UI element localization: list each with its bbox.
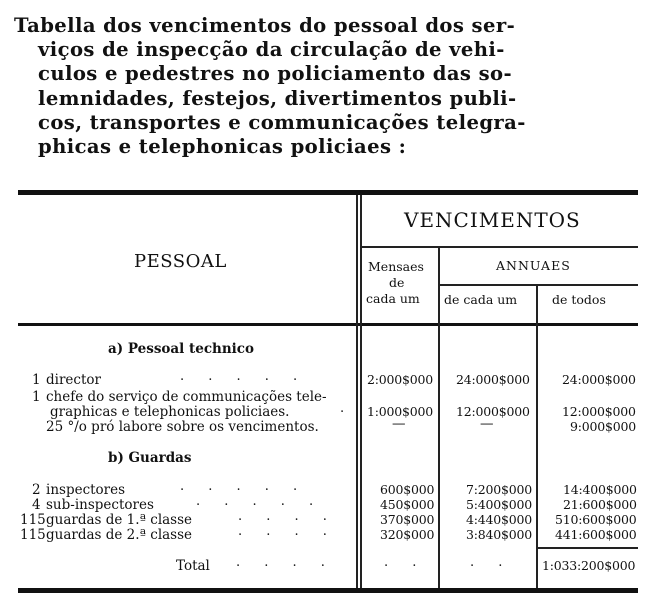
table-top-rule (18, 190, 638, 195)
cell-annual-total: 24:000$000 (562, 372, 636, 387)
cell-mensal: — (392, 416, 406, 432)
cell-annual-total: 510:600$000 (555, 512, 637, 527)
header-de-cada-um: de cada um (444, 292, 518, 307)
header-mensaes-cada: cada um (366, 291, 420, 306)
header-bottom-rule (18, 323, 638, 326)
header-mensaes: Mensaes (368, 259, 424, 274)
caption-line: culos e pedestres no policiamento das so- (38, 62, 513, 86)
caption-line: cos, transportes e communicações telegra- (38, 110, 526, 134)
cell-mensal: 450$000 (380, 497, 435, 512)
row-qty: 115 (20, 512, 46, 528)
cell-mensal: . . (384, 555, 427, 570)
column-divider (356, 195, 358, 588)
total-label: Total (176, 558, 210, 574)
leader-dots: . (340, 401, 355, 416)
section-heading: a) Pessoal technico (108, 341, 255, 357)
cell-annual-each: 12:000$000 (456, 404, 530, 419)
cell-mensal: 1:000$000 (367, 404, 434, 419)
row-label-continued: graphicas e telephonicas policiaes. (50, 404, 290, 420)
leader-dots: . . . . . (180, 479, 308, 494)
row-label: sub-inspectores (46, 497, 154, 513)
cell-annual-total: 1:033:200$000 (542, 558, 636, 573)
caption-line: phicas e telephonicas policiaes : (38, 135, 407, 159)
header-pessoal: PESSOAL (134, 251, 227, 272)
row-label: director (46, 372, 101, 388)
row-label: 25 °/o pró labore sobre os vencimentos. (46, 419, 319, 435)
cell-annual-total: 12:000$000 (562, 404, 636, 419)
cell-mensal: 2:000$000 (367, 372, 434, 387)
header-de-todos: de todos (552, 292, 606, 307)
header-mensaes-de: de (389, 275, 405, 290)
header-annuaes: ANNUAES (496, 258, 571, 273)
section-heading: b) Guardas (108, 450, 192, 466)
cell-annual-total: 14:400$000 (563, 482, 637, 497)
cell-annual-each: — (480, 416, 494, 432)
cell-annual-each: 4:440$000 (466, 512, 533, 527)
leader-dots: . . . . . (180, 369, 308, 384)
cell-mensal: 600$000 (380, 482, 435, 497)
row-qty: 115 (20, 527, 46, 543)
row-qty: 1 (32, 389, 41, 405)
total-rule (538, 547, 638, 549)
row-label: guardas de 1.ª classe (46, 512, 193, 528)
cell-mensal: 370$000 (380, 512, 435, 527)
caption-line: lemnidades, festejos, divertimentos publi- (38, 86, 517, 110)
leader-dots: . . . . (238, 524, 337, 539)
column-divider (360, 195, 362, 588)
row-qty: 4 (32, 497, 41, 513)
row-qty: 2 (32, 482, 41, 498)
leader-dots: . . . . (238, 509, 337, 524)
header-divider (361, 246, 638, 248)
caption-line: Tabella dos vencimentos do pessoal dos ser- (14, 14, 516, 37)
header-vencimentos: VENCIMENTOS (404, 208, 581, 232)
cell-annual-each: 5:400$000 (466, 497, 533, 512)
row-label: chefe do serviço de communicações tele- (46, 389, 327, 405)
cell-annual-each: 24:000$000 (456, 372, 530, 387)
column-divider (438, 246, 440, 588)
leader-dots: . . . . (236, 555, 335, 570)
leader-dots: . . . . . (196, 494, 324, 509)
column-divider (536, 284, 538, 588)
row-label: guardas de 2.ª classe (46, 527, 193, 543)
cell-annual-total: 441:600$000 (555, 527, 637, 542)
table-caption (14, 14, 642, 159)
cell-annual-each: 3:840$000 (466, 527, 533, 542)
table-bottom-rule (18, 588, 638, 593)
header-divider (439, 284, 638, 286)
row-qty: 1 (32, 372, 41, 388)
cell-annual-total: 21:600$000 (563, 497, 637, 512)
row-label: inspectores (46, 482, 126, 498)
cell-annual-total: 9:000$000 (570, 419, 637, 434)
cell-mensal: 320$000 (380, 527, 435, 542)
cell-annual-each: . . (470, 555, 513, 570)
cell-annual-each: 7:200$000 (466, 482, 533, 497)
caption-line: viços de inspecção da circulação de vehi- (38, 38, 505, 62)
